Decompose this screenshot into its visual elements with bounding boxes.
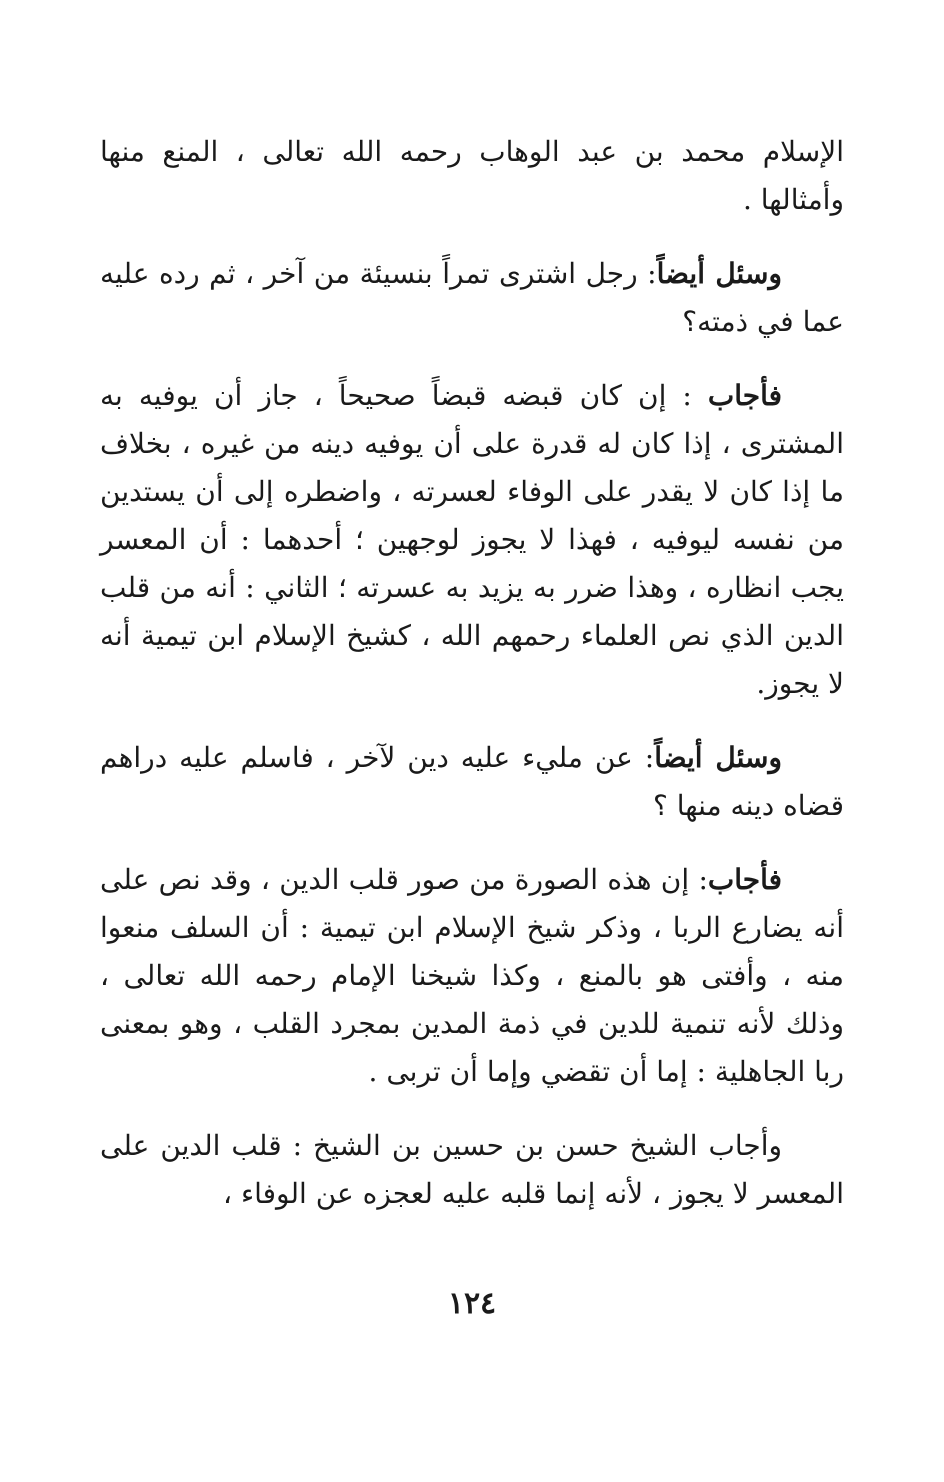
paragraph-text: : إن هذه الصورة من صور قلب الدين ، وقد نص على أنه يضارع الربا ، وذكر شيخ الإسلام ابن تيمية : أن السلف منعوا منه ، وأفتى هو بالمنع ، وكذا شيخنا الإمام رحمه الله تعالى ، وذلك لأنه تنمية للدين في ذمة المدين بمجرد القلب ، وهو بمعنى ربا الجاهلية : إما أن تقضي وإما أن تربى . xyxy=(100,863,844,1088)
paragraph-text: : إن كان قبضه قبضاً صحيحاً ، جاز أن يوفيه به المشترى ، إذا كان له قدرة على أن يوفيه دينه من غيره ، بخلاف ما إذا كان لا يقدر على الوفاء لعسرته ، واضطره إلى أن يستدين من نفسه ليوفيه ، فهذا لا يجوز لوجهين ؛ أحدهما : أن المعسر يجب انظاره ، وهذا ضرر به يزيد به عسرته ؛ الثاني : أنه من قلب الدين الذي نص العلماء رحمهم الله ، كشيخ الإسلام ابن تيمية أنه لا يجوز. xyxy=(100,379,844,700)
page-body xyxy=(100,128,844,1244)
page-number: ١٢٤ xyxy=(447,1286,497,1321)
paragraph-lead: فأجاب xyxy=(707,379,782,412)
paragraph-question xyxy=(100,734,844,830)
paragraph-text: وأجاب الشيخ حسن بن حسين بن الشيخ : قلب الدين على المعسر لا يجوز ، لأنه إنما قلبه عليه لعجزه عن الوفاء ، xyxy=(100,1129,844,1210)
paragraph-answer xyxy=(100,1122,844,1218)
paragraph-text: الإسلام محمد بن عبد الوهاب رحمه الله تعالى ، المنع منها وأمثالها . xyxy=(100,135,844,216)
paragraph-text: : عن مليء عليه دين لآخر ، فاسلم عليه دراهم قضاه دينه منها ؟ xyxy=(100,741,844,822)
paragraph-answer xyxy=(100,372,844,708)
paragraph-lead: وسئل أيضاً xyxy=(656,257,782,290)
paragraph-question xyxy=(100,250,844,346)
paragraph-continuation xyxy=(100,128,844,224)
paragraph-lead: فأجاب xyxy=(707,863,782,896)
paragraph-answer xyxy=(100,856,844,1096)
paragraph-lead: وسئل أيضاً xyxy=(654,741,782,774)
paragraph-text: : رجل اشترى تمراً بنسيئة من آخر ، ثم رده عليه عما في ذمته؟ xyxy=(100,257,844,338)
